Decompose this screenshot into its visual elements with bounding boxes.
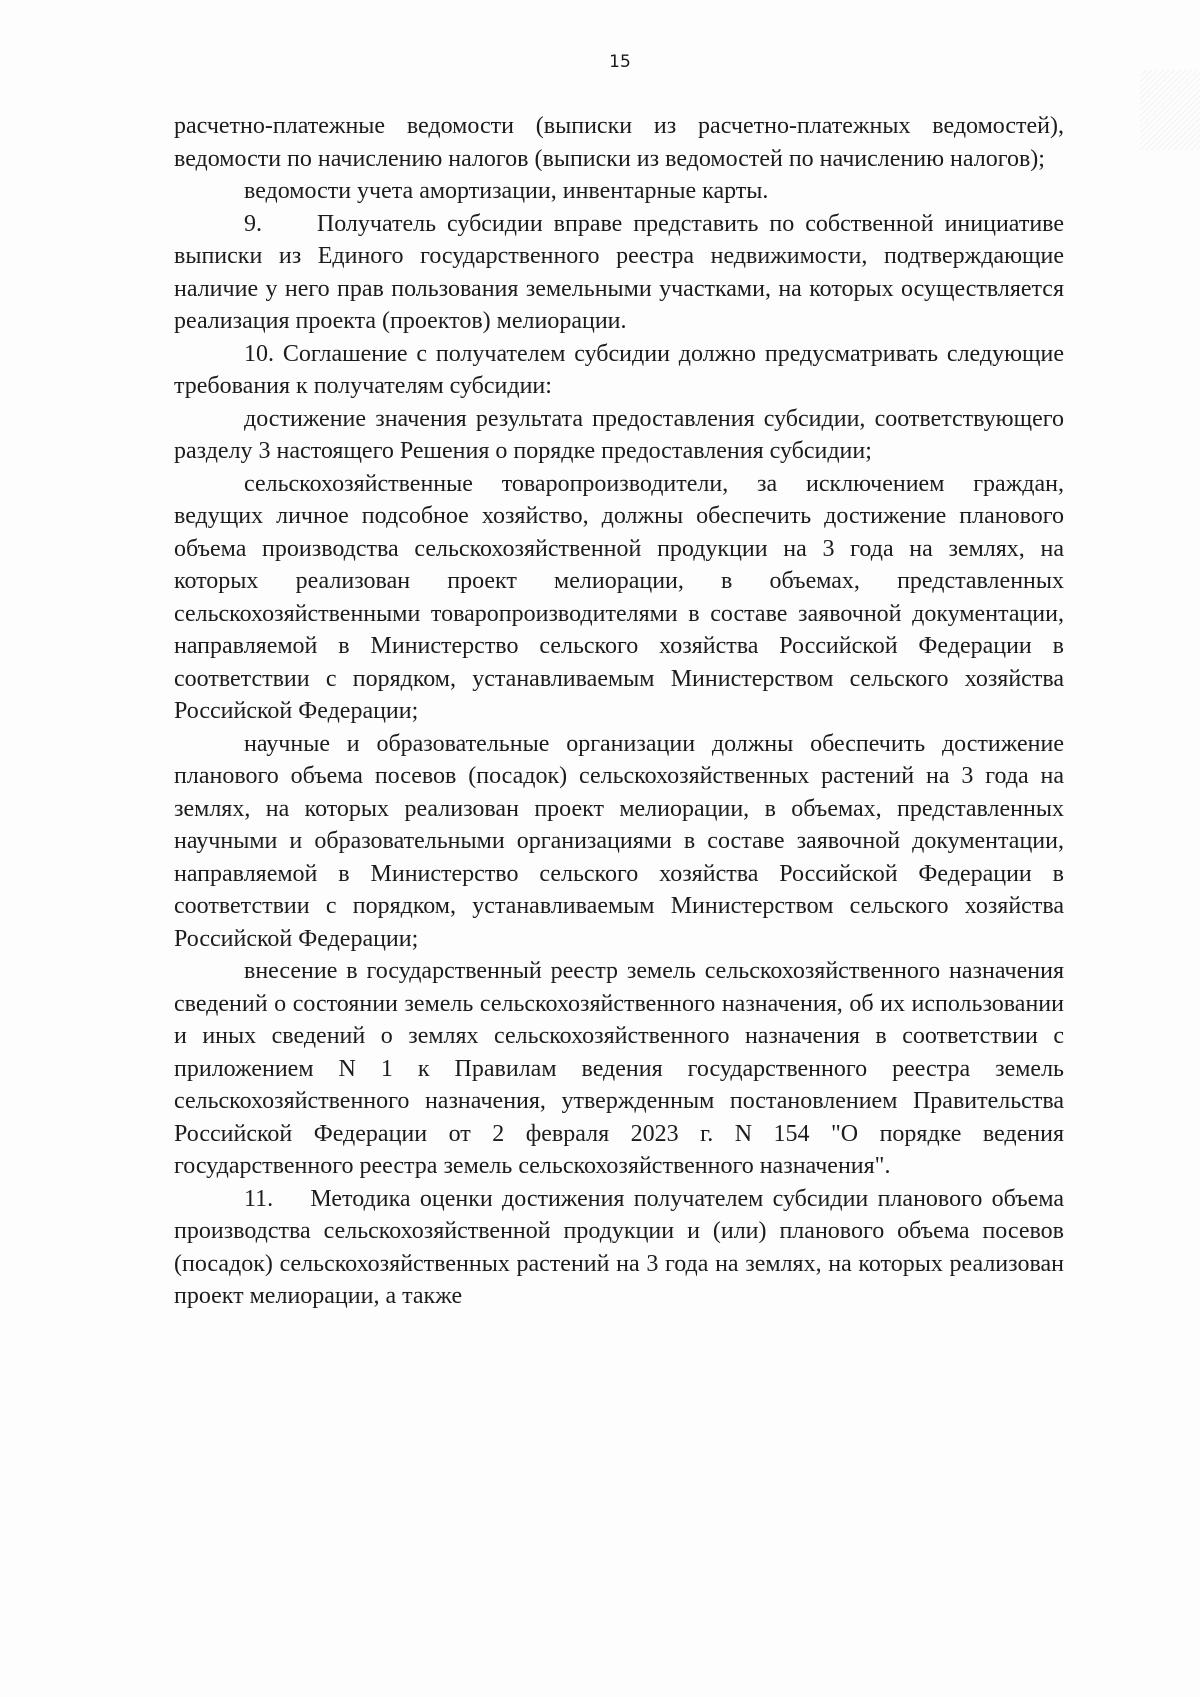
scan-artifact	[1140, 70, 1200, 150]
paragraph: сельскохозяйственные товаропроизводители, за исключением граждан, ведущих личное подсобное хозяйство, должны обеспечить достижение планового объема производства сельскохозяйственной продукции на 3 года на землях, на которых реализован проект мелиорации, в объемах, представленных сельскохозяйственными товаропроизводителями в составе заявочной документации, направляемой в Министерство сельского хозяйства Российской Федерации в соответствии с порядком, устанавливаемым Министерством сельского хозяйства Российской Федерации;	[174, 470, 1064, 724]
paragraph: внесение в государственный реестр земель сельскохозяйственного назначения сведений о состоянии земель сельскохозяйственного назначения, об их использовании и иных сведений о землях сельскохозяйственного назначения в соответствии с приложением N 1 к Правилам ведения государственного реестра земель сельскохозяйственного назначения, утвержденным постановлением Правительства Российской Федерации от 2 февраля 2023 г. N 154 "О порядке ведения государственного реестра земель сельскохозяйственного назначения".	[174, 958, 1064, 1179]
document-body	[174, 110, 1064, 1313]
page-number: 15	[609, 52, 631, 72]
paragraph: достижение значения результата предоставления субсидии, соответствующего разделу 3 настоящего Решения о порядке предоставления субсидии;	[174, 405, 1064, 464]
paragraph: ведомости учета амортизации, инвентарные карты.	[244, 178, 769, 204]
paragraph-item-10: 10. Соглашение с получателем субсидии должно предусматривать следующие требования к получателям субсидии:	[174, 340, 1064, 399]
paragraph: научные и образовательные организации должны обеспечить достижение планового объема посевов (посадок) сельскохозяйственных растений на 3 года на землях, на которых реализован проект мелиорации, в объемах, представленных научными и образовательными организациями в составе заявочной документации, направляемой в Министерство сельского хозяйства Российской Федерации в соответствии с порядком, устанавливаемым Министерством сельского хозяйства Российской Федерации;	[174, 730, 1064, 952]
paragraph-continuation: расчетно-платежные ведомости (выписки из расчетно-платежных ведомостей), ведомости по начислению налогов (выписки из ведомостей по начислению налогов);	[174, 113, 1064, 172]
paragraph-item-11: 11. Методика оценки достижения получателем субсидии планового объема производства сельскохозяйственной продукции и (или) планового объема посевов (посадок) сельскохозяйственных растений на 3 года на землях, на которых реализован проект мелиорации, а также	[174, 1185, 1064, 1309]
paragraph-item-9: 9. Получатель субсидии вправе представить по собственной инициативе выписки из Единого государственного реестра недвижимости, подтверждающие наличие у него прав пользования земельными участками, на которых осуществляется реализация проекта (проектов) мелиорации.	[174, 210, 1064, 334]
